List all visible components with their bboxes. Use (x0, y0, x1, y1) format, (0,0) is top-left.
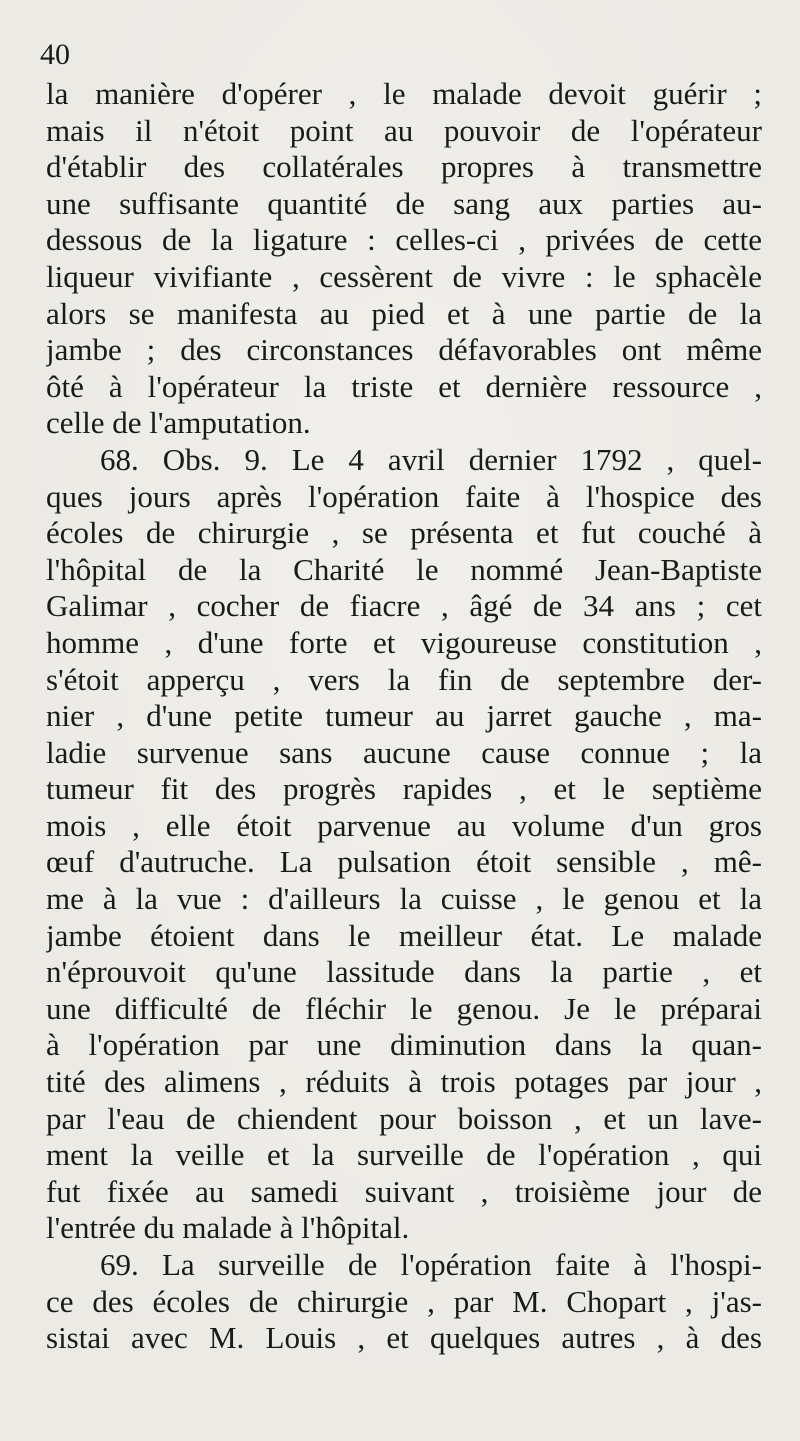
text-line: Galimar , cocher de fiacre , âgé de 34 ans ; cet (46, 588, 762, 624)
text-line: jambe étoient dans le meilleur état. Le malade (46, 917, 762, 953)
text-line: jambe ; des circonstances défavorables ont même (46, 332, 762, 368)
text-line: sistai avec M. Louis , et quelques autres , à des (46, 1320, 762, 1356)
text-line: ce des écoles de chirurgie , par M. Chopart , j'as- (46, 1283, 762, 1319)
body-text (46, 76, 762, 1357)
text-line: dessous de la ligature : celles-ci , privées de cette (46, 222, 762, 258)
text-line: d'établir des collatérales propres à transmettre (46, 149, 762, 185)
text-line: fut fixée au samedi suivant , troisième jour de (46, 1173, 762, 1209)
text-line: tumeur fit des progrès rapides , et le septième (46, 771, 762, 807)
text-line: par l'eau de chiendent pour boisson , et un lave- (46, 1100, 762, 1136)
text-line: ment la veille et la surveille de l'opération , qui (46, 1137, 762, 1173)
text-line: me à la vue : d'ailleurs la cuisse , le genou et la (46, 881, 762, 917)
text-line: une difficulté de fléchir le genou. Je le préparai (46, 990, 762, 1026)
text-line: l'entrée du malade à l'hôpital. (46, 1210, 410, 1246)
text-line: l'hôpital de la Charité le nommé Jean-Baptiste (46, 551, 762, 587)
paragraph-start-68: 68. Obs. 9. Le 4 avril dernier 1792 , quel- (100, 441, 762, 477)
text-line: mois , elle étoit parvenue au volume d'un gros (46, 807, 762, 843)
paragraph-start-69: 69. La surveille de l'opération faite à l'hospi- (100, 1247, 762, 1282)
text-line: alors se manifesta au pied et à une partie de la (46, 295, 762, 331)
text-line: ques jours après l'opération faite à l'hospice des (46, 478, 762, 514)
text-line: ôté à l'opérateur la triste et dernière ressource , (46, 368, 762, 404)
text-line: écoles de chirurgie , se présenta et fut couché à (46, 515, 762, 551)
text-line: homme , d'une forte et vigoureuse constitution , (46, 624, 762, 660)
text-line: liqueur vivifiante , cessèrent de vivre : le sphacèle (46, 258, 762, 294)
text-line: la manière d'opérer , le malade devoit guérir ; (46, 76, 762, 111)
text-line: n'éprouvoit qu'une lassitude dans la partie , et (46, 954, 762, 990)
text-line: tité des alimens , réduits à trois potages par jour , (46, 1064, 762, 1100)
page-number: 40 (40, 38, 70, 71)
text-line: une suffisante quantité de sang aux parties au- (46, 185, 762, 221)
text-line: à l'opération par une diminution dans la quan- (46, 1027, 762, 1063)
text-line: ladie survenue sans aucune cause connue ; la (46, 734, 762, 770)
text-line: s'étoit apperçu , vers la fin de septembre der- (46, 661, 762, 697)
text-line: nier , d'une petite tumeur au jarret gauche , ma- (46, 698, 762, 734)
text-line: œuf d'autruche. La pulsation étoit sensible , mê- (46, 844, 762, 880)
text-line: mais il n'étoit point au pouvoir de l'opérateur (46, 112, 762, 148)
text-line: celle de l'amputation. (46, 405, 311, 441)
